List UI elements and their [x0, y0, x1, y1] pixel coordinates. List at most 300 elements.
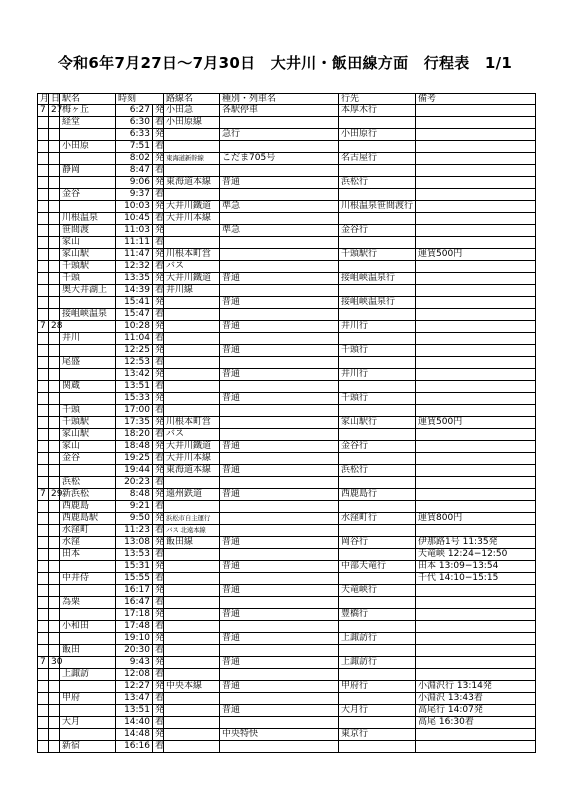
arr-dep-cell: 発: [153, 273, 164, 285]
destination-cell: 接岨峡温泉行: [339, 273, 416, 285]
destination-cell: [339, 333, 416, 345]
train-type-cell: 普通: [220, 177, 339, 189]
arr-dep-cell: 着: [153, 525, 164, 537]
line-cell: 大井川本線: [164, 453, 220, 465]
table-row: [38, 177, 536, 189]
month-cell: [38, 717, 49, 729]
day-cell: [49, 117, 60, 129]
time-cell: 14:40: [116, 717, 153, 729]
destination-cell: 金谷行: [339, 225, 416, 237]
time-cell: 13:42: [116, 369, 153, 381]
table-row: [38, 129, 536, 141]
line-cell: [164, 729, 220, 741]
arr-dep-cell: 発: [153, 465, 164, 477]
month-cell: [38, 741, 49, 753]
remarks-cell: [416, 453, 536, 465]
destination-cell: [339, 597, 416, 609]
time-cell: 9:06: [116, 177, 153, 189]
month-cell: [38, 609, 49, 621]
destination-cell: 千頭行: [339, 345, 416, 357]
destination-cell: [339, 741, 416, 753]
station-cell: [60, 585, 116, 597]
train-type-cell: [220, 525, 339, 537]
table-row: [38, 645, 536, 657]
line-cell: 川根本町営: [164, 249, 220, 261]
arr-dep-cell: 着: [153, 189, 164, 201]
station-cell: [60, 609, 116, 621]
table-row: [38, 441, 536, 453]
day-cell: [49, 501, 60, 513]
arr-dep-cell: 発: [153, 153, 164, 165]
arr-dep-cell: 着: [153, 237, 164, 249]
destination-cell: 家山駅行: [339, 417, 416, 429]
destination-cell: [339, 717, 416, 729]
day-cell: [49, 741, 60, 753]
destination-cell: 天竜峡行: [339, 585, 416, 597]
month-cell: [38, 153, 49, 165]
train-type-cell: 普通: [220, 297, 339, 309]
remarks-cell: [416, 357, 536, 369]
day-cell: [49, 273, 60, 285]
train-type-cell: 普通: [220, 681, 339, 693]
station-cell: [60, 681, 116, 693]
remarks-cell: [416, 477, 536, 489]
time-cell: 9:43: [116, 657, 153, 669]
train-type-cell: [220, 333, 339, 345]
time-cell: 13:08: [116, 537, 153, 549]
header-time: 時刻: [116, 94, 164, 105]
station-cell: 小和田: [60, 621, 116, 633]
day-cell: [49, 453, 60, 465]
line-cell: 東海道本線: [164, 465, 220, 477]
page-title: 令和6年7月27日～7月30日 大井川・飯田線方面 行程表 1/1: [57, 54, 513, 72]
line-cell: [164, 393, 220, 405]
train-type-cell: [220, 573, 339, 585]
destination-cell: 上諏訪行: [339, 633, 416, 645]
time-cell: 13:53: [116, 549, 153, 561]
arr-dep-cell: 着: [153, 669, 164, 681]
line-cell: [164, 633, 220, 645]
header-train-type: 種別・列車名: [220, 94, 339, 105]
day-cell: [49, 261, 60, 273]
station-cell: 川根温泉: [60, 213, 116, 225]
train-type-cell: 普通: [220, 561, 339, 573]
line-cell: [164, 549, 220, 561]
table-row: [38, 429, 536, 441]
line-cell: [164, 225, 220, 237]
station-cell: 尾盛: [60, 357, 116, 369]
train-type-cell: [220, 165, 339, 177]
table-row: [38, 597, 536, 609]
arr-dep-cell: 着: [153, 357, 164, 369]
table-row: [38, 573, 536, 585]
day-cell: [49, 681, 60, 693]
destination-cell: 岡谷行: [339, 537, 416, 549]
day-cell: [49, 201, 60, 213]
station-cell: [60, 177, 116, 189]
month-cell: [38, 633, 49, 645]
line-cell: [164, 597, 220, 609]
line-cell: 東海道新幹線: [164, 153, 220, 165]
month-cell: [38, 561, 49, 573]
month-cell: [38, 285, 49, 297]
day-cell: [49, 285, 60, 297]
arr-dep-cell: 発: [153, 417, 164, 429]
train-type-cell: 普通: [220, 273, 339, 285]
time-cell: 9:50: [116, 513, 153, 525]
time-cell: 12:53: [116, 357, 153, 369]
table-row: [38, 681, 536, 693]
destination-cell: 金谷行: [339, 441, 416, 453]
time-cell: 13:51: [116, 705, 153, 717]
header-day: 日: [49, 94, 60, 105]
arr-dep-cell: 発: [153, 729, 164, 741]
time-cell: 11:47: [116, 249, 153, 261]
arr-dep-cell: 着: [153, 693, 164, 705]
arr-dep-cell: 発: [153, 369, 164, 381]
table-row: [38, 561, 536, 573]
remarks-cell: [416, 645, 536, 657]
line-cell: バス: [164, 261, 220, 273]
table-row: [38, 189, 536, 201]
line-cell: [164, 705, 220, 717]
day-cell: [49, 297, 60, 309]
remarks-cell: [416, 309, 536, 321]
station-cell: 千頭駅: [60, 417, 116, 429]
table-row: [38, 609, 536, 621]
destination-cell: [339, 357, 416, 369]
time-cell: 11:03: [116, 225, 153, 237]
month-cell: [38, 573, 49, 585]
train-type-cell: [220, 261, 339, 273]
table-row: [38, 369, 536, 381]
remarks-cell: [416, 165, 536, 177]
table-row: [38, 333, 536, 345]
month-cell: [38, 225, 49, 237]
destination-cell: 名古屋行: [339, 153, 416, 165]
station-cell: 水窪町: [60, 525, 116, 537]
train-type-cell: [220, 189, 339, 201]
table-row: [38, 357, 536, 369]
day-cell: [49, 465, 60, 477]
train-type-cell: [220, 285, 339, 297]
line-cell: 小田原線: [164, 117, 220, 129]
arr-dep-cell: 発: [153, 201, 164, 213]
remarks-cell: [416, 237, 536, 249]
table-row: [38, 669, 536, 681]
arr-dep-cell: 着: [153, 117, 164, 129]
destination-cell: 浜松行: [339, 465, 416, 477]
time-cell: 6:30: [116, 117, 153, 129]
table-row: [38, 249, 536, 261]
remarks-cell: [416, 465, 536, 477]
destination-cell: 豊橋行: [339, 609, 416, 621]
train-type-cell: 普通: [220, 345, 339, 357]
train-type-cell: [220, 669, 339, 681]
time-cell: 19:44: [116, 465, 153, 477]
destination-cell: [339, 213, 416, 225]
train-type-cell: [220, 453, 339, 465]
remarks-cell: [416, 321, 536, 333]
destination-cell: [339, 189, 416, 201]
month-cell: [38, 273, 49, 285]
train-type-cell: [220, 597, 339, 609]
day-cell: [49, 693, 60, 705]
station-cell: 奥大井湖上: [60, 285, 116, 297]
month-cell: 7: [38, 105, 49, 117]
line-cell: [164, 561, 220, 573]
station-cell: 上諏訪: [60, 669, 116, 681]
table-row: [38, 345, 536, 357]
arr-dep-cell: 着: [153, 261, 164, 273]
arr-dep-cell: 着: [153, 549, 164, 561]
day-cell: [49, 333, 60, 345]
month-cell: [38, 201, 49, 213]
table-row: [38, 201, 536, 213]
time-cell: 17:48: [116, 621, 153, 633]
time-cell: 12:27: [116, 681, 153, 693]
month-cell: [38, 513, 49, 525]
remarks-cell: [416, 381, 536, 393]
station-cell: [60, 321, 116, 333]
destination-cell: 千頭駅行: [339, 249, 416, 261]
train-type-cell: [220, 117, 339, 129]
time-cell: 17:35: [116, 417, 153, 429]
arr-dep-cell: 着: [153, 429, 164, 441]
destination-cell: [339, 165, 416, 177]
day-cell: [49, 537, 60, 549]
month-cell: [38, 597, 49, 609]
station-cell: 甲府: [60, 693, 116, 705]
train-type-cell: 準急: [220, 201, 339, 213]
arr-dep-cell: 発: [153, 537, 164, 549]
train-type-cell: 普通: [220, 657, 339, 669]
arr-dep-cell: 発: [153, 489, 164, 501]
destination-cell: [339, 141, 416, 153]
day-cell: [49, 609, 60, 621]
header-remarks: 備考: [416, 94, 536, 105]
remarks-cell: [416, 429, 536, 441]
line-cell: [164, 165, 220, 177]
train-type-cell: 急行: [220, 129, 339, 141]
header-month: 月: [38, 94, 49, 105]
table-row: [38, 261, 536, 273]
table-row: [38, 225, 536, 237]
month-cell: [38, 345, 49, 357]
station-cell: [60, 393, 116, 405]
table-row: [38, 477, 536, 489]
station-cell: 梅ヶ丘: [60, 105, 116, 117]
arr-dep-cell: 発: [153, 321, 164, 333]
destination-cell: [339, 621, 416, 633]
month-cell: [38, 621, 49, 633]
remarks-cell: 運賃500円: [416, 417, 536, 429]
train-type-cell: 中央特快: [220, 729, 339, 741]
train-type-cell: 普通: [220, 537, 339, 549]
destination-cell: [339, 453, 416, 465]
arr-dep-cell: 着: [153, 405, 164, 417]
line-cell: [164, 669, 220, 681]
table-row: [38, 513, 536, 525]
arr-dep-cell: 着: [153, 645, 164, 657]
train-type-cell: [220, 237, 339, 249]
line-cell: [164, 657, 220, 669]
day-cell: [49, 237, 60, 249]
train-type-cell: [220, 309, 339, 321]
table-row: [38, 525, 536, 537]
remarks-cell: [416, 501, 536, 513]
day-cell: [49, 513, 60, 525]
day-cell: [49, 477, 60, 489]
remarks-cell: 運賃500円: [416, 249, 536, 261]
destination-cell: [339, 405, 416, 417]
day-cell: [49, 705, 60, 717]
line-cell: 小田急: [164, 105, 220, 117]
remarks-cell: [416, 609, 536, 621]
train-type-cell: 普通: [220, 609, 339, 621]
day-cell: [49, 165, 60, 177]
table-row: [38, 465, 536, 477]
table-row: [38, 657, 536, 669]
arr-dep-cell: 着: [153, 381, 164, 393]
destination-cell: [339, 381, 416, 393]
station-cell: 金谷: [60, 453, 116, 465]
arr-dep-cell: 発: [153, 513, 164, 525]
station-cell: [60, 705, 116, 717]
destination-cell: 水窪町行: [339, 513, 416, 525]
destination-cell: 甲府行: [339, 681, 416, 693]
month-cell: [38, 537, 49, 549]
line-cell: [164, 381, 220, 393]
month-cell: [38, 177, 49, 189]
train-type-cell: 普通: [220, 465, 339, 477]
day-cell: [49, 561, 60, 573]
time-cell: 12:25: [116, 345, 153, 357]
month-cell: [38, 141, 49, 153]
month-cell: [38, 237, 49, 249]
remarks-cell: [416, 177, 536, 189]
time-cell: 12:08: [116, 669, 153, 681]
arr-dep-cell: 発: [153, 345, 164, 357]
remarks-cell: [416, 525, 536, 537]
month-cell: [38, 333, 49, 345]
month-cell: [38, 549, 49, 561]
time-cell: 20:23: [116, 477, 153, 489]
train-type-cell: 普通: [220, 441, 339, 453]
station-cell: 飯田: [60, 645, 116, 657]
remarks-cell: 小淵沢行 13:14発: [416, 681, 536, 693]
station-cell: 千頭: [60, 273, 116, 285]
month-cell: [38, 729, 49, 741]
destination-cell: [339, 669, 416, 681]
day-cell: 27: [49, 105, 60, 117]
line-cell: [164, 645, 220, 657]
time-cell: 16:17: [116, 585, 153, 597]
station-cell: 西鹿島: [60, 501, 116, 513]
day-cell: [49, 441, 60, 453]
remarks-cell: [416, 669, 536, 681]
month-cell: [38, 693, 49, 705]
day-cell: [49, 405, 60, 417]
arr-dep-cell: 発: [153, 105, 164, 117]
destination-cell: 川根温泉笹間渡行: [339, 201, 416, 213]
line-cell: [164, 333, 220, 345]
time-cell: 16:16: [116, 741, 153, 753]
train-type-cell: [220, 645, 339, 657]
remarks-cell: [416, 297, 536, 309]
station-cell: [60, 129, 116, 141]
table-row: [38, 405, 536, 417]
destination-cell: [339, 117, 416, 129]
table-row: [38, 213, 536, 225]
arr-dep-cell: 着: [153, 333, 164, 345]
destination-cell: [339, 501, 416, 513]
table-row: [38, 393, 536, 405]
day-cell: 28: [49, 321, 60, 333]
remarks-cell: [416, 129, 536, 141]
arr-dep-cell: 発: [153, 585, 164, 597]
month-cell: [38, 117, 49, 129]
table-row: [38, 741, 536, 753]
line-cell: [164, 477, 220, 489]
arr-dep-cell: 発: [153, 177, 164, 189]
train-type-cell: [220, 357, 339, 369]
time-cell: 7:51: [116, 141, 153, 153]
arr-dep-cell: 発: [153, 633, 164, 645]
day-cell: [49, 213, 60, 225]
header-station: 駅名: [60, 94, 116, 105]
remarks-cell: [416, 741, 536, 753]
train-type-cell: [220, 405, 339, 417]
day-cell: [49, 153, 60, 165]
destination-cell: 井川行: [339, 369, 416, 381]
train-type-cell: [220, 417, 339, 429]
station-cell: 家山: [60, 237, 116, 249]
month-cell: 7: [38, 489, 49, 501]
table-row: [38, 309, 536, 321]
destination-cell: 大月行: [339, 705, 416, 717]
month-cell: [38, 249, 49, 261]
table-row: [38, 165, 536, 177]
train-type-cell: 準急: [220, 225, 339, 237]
table-row: [38, 621, 536, 633]
station-cell: 西鹿島駅: [60, 513, 116, 525]
station-cell: 金谷: [60, 189, 116, 201]
month-cell: [38, 669, 49, 681]
day-cell: [49, 429, 60, 441]
line-cell: 大井川鐵道: [164, 201, 220, 213]
day-cell: [49, 729, 60, 741]
time-cell: 15:41: [116, 297, 153, 309]
remarks-cell: 伊那路1号 11:35発: [416, 537, 536, 549]
destination-cell: 浜松行: [339, 177, 416, 189]
station-cell: 千頭: [60, 405, 116, 417]
train-type-cell: 普通: [220, 369, 339, 381]
table-row: [38, 501, 536, 513]
day-cell: [49, 141, 60, 153]
train-type-cell: 各駅停車: [220, 105, 339, 117]
line-cell: 東海道本線: [164, 177, 220, 189]
arr-dep-cell: 発: [153, 249, 164, 261]
time-cell: 10:45: [116, 213, 153, 225]
remarks-cell: [416, 213, 536, 225]
train-type-cell: [220, 249, 339, 261]
remarks-cell: [416, 261, 536, 273]
train-type-cell: 普通: [220, 393, 339, 405]
day-cell: [49, 381, 60, 393]
table-row: [38, 633, 536, 645]
train-type-cell: [220, 429, 339, 441]
